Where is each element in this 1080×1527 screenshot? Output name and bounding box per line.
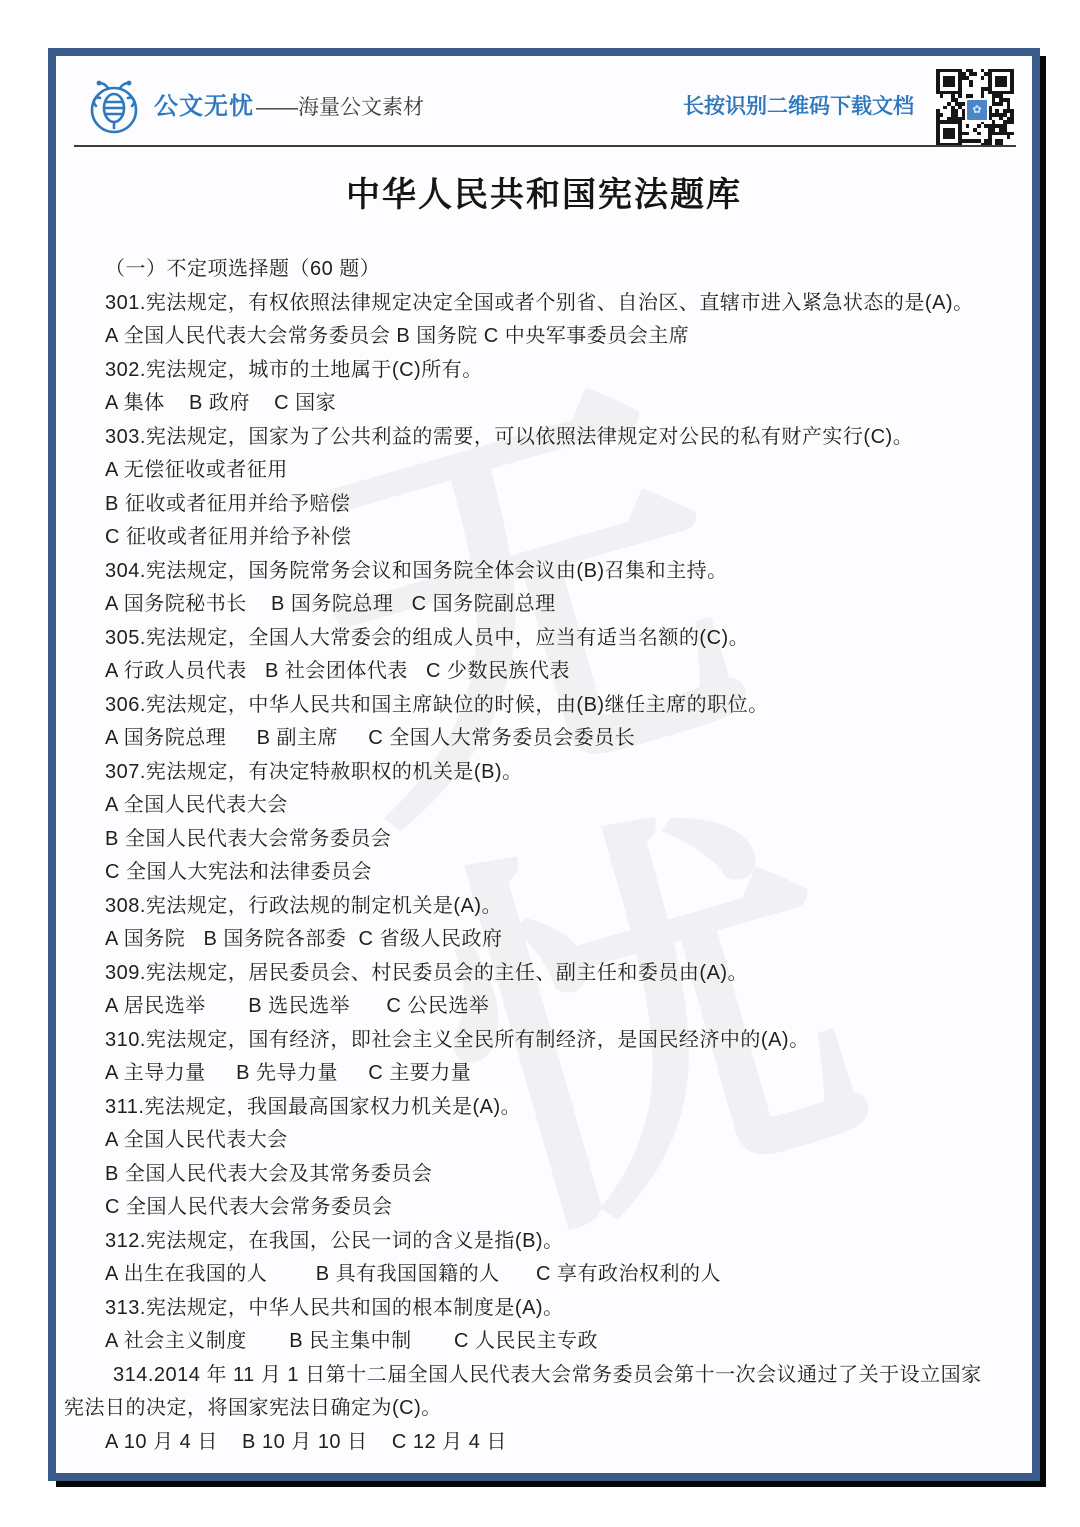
qr-center-logo-icon: ✿ [965, 98, 989, 122]
page-title: 中华人民共和国宪法题库 [346, 176, 742, 214]
option-line: A 全国人民代表大会 [105, 1129, 288, 1151]
option-line: B 征收或者征用并给予赔偿 [105, 492, 351, 515]
question-line: 313.宪法规定，中华人民共和国的根本制度是(A)。 [105, 1296, 564, 1319]
option-line: C 征收或者征用并给予补偿 [105, 526, 352, 548]
brand-name: 公文无忧 [154, 93, 254, 120]
bee-icon [86, 76, 142, 138]
option-line: B 全国人民代表大会及其常务委员会 [105, 1162, 433, 1185]
options-line: A 主导力量 B 先导力量 C 主要力量 [105, 1062, 472, 1084]
options-line: A 社会主义制度 B 民主集中制 C 人民民主专政 [105, 1330, 598, 1352]
options-line: A 全国人民代表大会常务委员会 B 国务院 C 中央军事委员会主席 [105, 325, 690, 347]
option-line: C 全国人民代表大会常务委员会 [105, 1196, 393, 1218]
options-line: A 集体 B 政府 C 国家 [105, 392, 337, 414]
options-line: A 出生在我国的人 B 具有我国国籍的人 C 享有政治权利的人 [105, 1263, 721, 1285]
option-line: A 无偿征收或者征用 [105, 459, 288, 481]
qr-code [936, 69, 1014, 147]
option-line: A 全国人民代表大会 [105, 794, 288, 816]
question-line-wrap: 宪法日的决定，将国家宪法日确定为(C)。 [64, 1397, 442, 1419]
options-line: A 国务院总理 B 副主席 C 全国人大常务委员会委员长 [105, 727, 636, 749]
question-line: 301.宪法规定，有权依照法律规定决定全国或者个别省、自治区、直辖市进入紧急状态的是(A)。 [105, 291, 974, 314]
options-line: A 国务院 B 国务院各部委 C 省级人民政府 [105, 928, 503, 950]
brand-tagline: ——海量公文素材 [256, 96, 424, 119]
question-line: 305.宪法规定，全国人大常委会的组成人员中，应当有适当名额的(C)。 [105, 626, 750, 649]
options-line: A 居民选举 B 选民选举 C 公民选举 [105, 995, 490, 1017]
options-line: A 行政人员代表 B 社会团体代表 C 少数民族代表 [105, 660, 571, 682]
option-line: C 全国人大宪法和法律委员会 [105, 861, 372, 883]
question-line: 314.2014 年 11 月 1 日第十二届全国人民代表大会常务委员会第十一次会议通过了关于设立国家 [113, 1363, 982, 1386]
option-line: B 全国人民代表大会常务委员会 [105, 827, 392, 850]
question-line: 310.宪法规定，国有经济，即社会主义全民所有制经济，是国民经济中的(A)。 [105, 1028, 810, 1051]
options-line: A 国务院秘书长 B 国务院总理 C 国务院副总理 [105, 593, 556, 615]
brand [154, 86, 424, 121]
qr-hint-text: 长按识别二维码下载文档 [683, 94, 914, 118]
document-page [48, 48, 1040, 1481]
question-line: 312.宪法规定，在我国，公民一词的含义是指(B)。 [105, 1229, 564, 1252]
section-heading: （一）不定项选择题（60 题） [105, 258, 381, 280]
options-line: A 10 月 4 日 B 10 月 10 日 C 12 月 4 日 [105, 1430, 507, 1453]
header-divider [74, 145, 1016, 147]
question-line: 302.宪法规定，城市的土地属于(C)所有。 [105, 358, 483, 381]
page-header [56, 56, 1032, 145]
question-line: 311.宪法规定，我国最高国家权力机关是(A)。 [105, 1095, 522, 1118]
question-line: 303.宪法规定，国家为了公共利益的需要，可以依照法律规定对公民的私有财产实行(C)。 [105, 425, 914, 448]
question-list [56, 253, 1032, 1459]
question-line: 307.宪法规定，有决定特赦职权的机关是(B)。 [105, 760, 523, 783]
question-line: 309.宪法规定，居民委员会、村民委员会的主任、副主任和委员由(A)。 [105, 961, 749, 984]
question-line: 304.宪法规定，国务院常务会议和国务院全体会议由(B)召集和主持。 [105, 559, 728, 582]
question-line: 306.宪法规定，中华人民共和国主席缺位的时候，由(B)继任主席的职位。 [105, 693, 769, 716]
question-line: 308.宪法规定，行政法规的制定机关是(A)。 [105, 894, 503, 917]
